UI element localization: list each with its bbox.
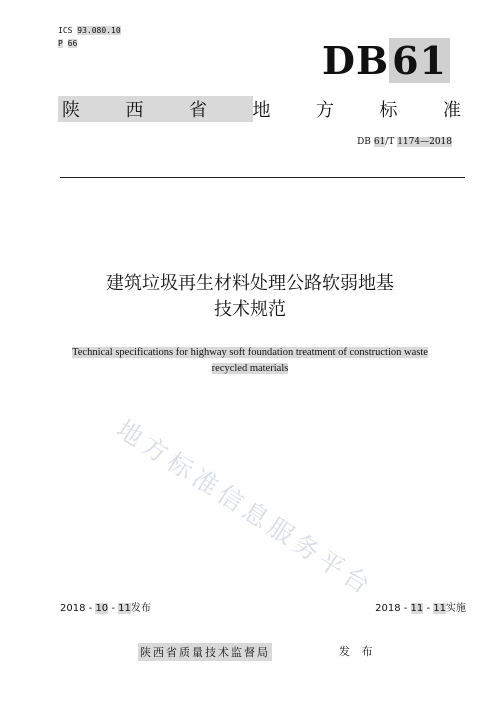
title-zh-line1: 建筑垃圾再生材料处理公路软弱地基	[106, 273, 394, 294]
category-char: 省	[189, 100, 207, 121]
watermark: 地方标准信息服务平台	[111, 414, 379, 602]
issue-day: 11	[118, 603, 131, 614]
implement-day: 11	[433, 603, 446, 614]
stdnum-region: 61	[373, 137, 386, 147]
title-en-line1	[40, 345, 460, 361]
ccs-number: 66	[67, 39, 78, 48]
implement-date: 2018 - 11 - 11实施	[375, 603, 466, 614]
ics-prefix: ICS	[58, 26, 73, 35]
issued-label: 发 布	[339, 645, 377, 658]
header-divider	[60, 177, 465, 178]
ccs-code	[58, 38, 77, 49]
stdnum-type: /T	[385, 137, 395, 147]
category-char: 准	[443, 100, 461, 121]
title-zh-line2: 技术规范	[214, 299, 286, 320]
title-en-text-1: Technical specifications for highway soft foundation treatment of construction waste	[72, 347, 428, 358]
ics-code	[58, 25, 121, 36]
category-highlight	[58, 96, 253, 122]
issuing-authority: 陕西省质量技术监督局	[138, 643, 272, 661]
implement-year: 2018	[375, 603, 401, 614]
standard-logo	[322, 38, 450, 84]
category-char: 陕	[62, 100, 80, 121]
logo-number: 61	[389, 38, 450, 83]
stdnum-prefix: DB	[357, 137, 371, 147]
standard-number	[357, 137, 452, 147]
title-en-text-2: recycled materials	[211, 363, 289, 374]
category-char: 西	[125, 100, 144, 121]
ics-number: 93.080.10	[77, 26, 121, 35]
issue-date: 2018 - 10 - 11发布	[60, 603, 151, 614]
logo-prefix: DB	[322, 38, 390, 83]
title-en-line2	[40, 361, 460, 377]
category-char: 地	[252, 100, 271, 121]
ccs-prefix: P	[58, 39, 63, 48]
stdnum-code: 1174—2018	[397, 137, 452, 147]
category-char: 标	[379, 100, 398, 121]
issue-label: 发布	[130, 603, 151, 614]
category-char: 方	[316, 100, 334, 121]
issue-year: 2018	[60, 603, 86, 614]
standard-category-bar	[58, 96, 465, 122]
implement-month: 11	[410, 603, 424, 614]
implement-label: 实施	[446, 603, 466, 614]
issue-month: 10	[95, 603, 109, 614]
